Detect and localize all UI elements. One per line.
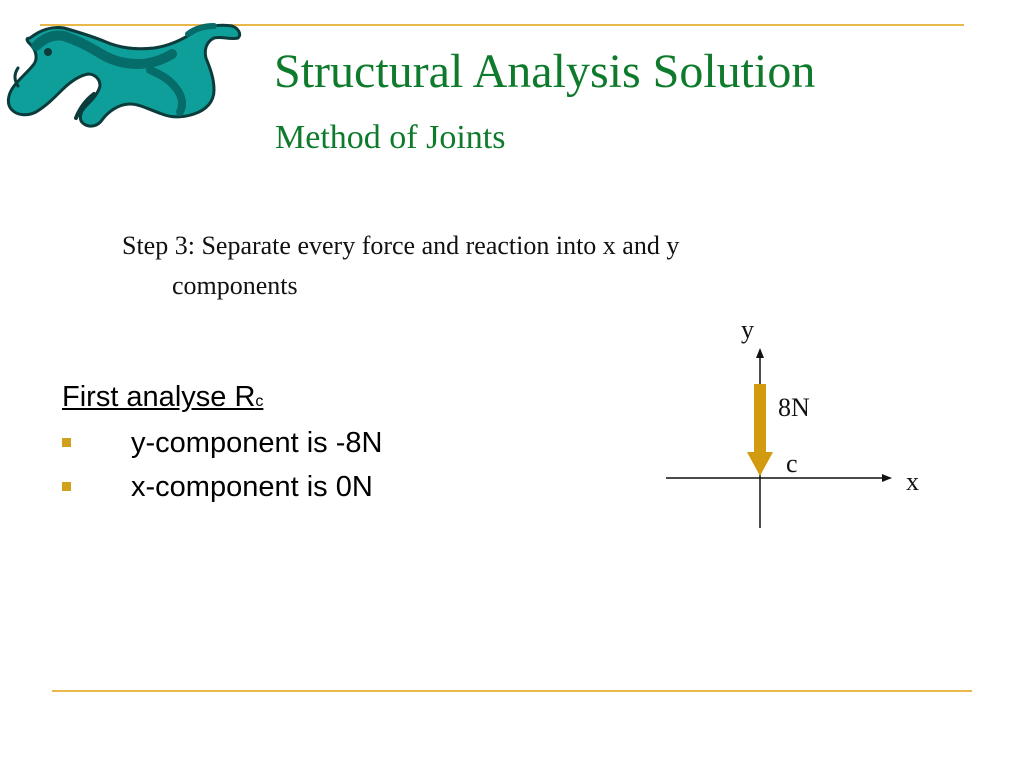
y-axis-arrowhead — [756, 348, 764, 358]
free-body-diagram — [640, 310, 940, 540]
bullet-item — [62, 421, 382, 465]
x-axis-arrowhead — [882, 474, 892, 482]
bullet-item — [62, 465, 382, 509]
bullet-text: y-component is -8N — [131, 427, 383, 459]
analysis-block — [62, 378, 382, 509]
square-bullet-icon — [62, 482, 71, 491]
step-instruction-line-1: Step 3: Separate every force and reaction into x and y — [122, 231, 680, 260]
step-instruction — [122, 226, 882, 306]
x-axis-label: x — [906, 467, 919, 496]
force-arrow-shaft — [754, 384, 766, 452]
analysis-heading — [62, 378, 382, 421]
mustang-horse-icon — [8, 25, 239, 126]
y-axis-label: y — [741, 315, 754, 344]
joint-label: c — [786, 449, 798, 478]
slide-subtitle: Method of Joints — [275, 119, 506, 156]
analysis-heading-subscript: c — [255, 393, 264, 410]
square-bullet-icon — [62, 438, 71, 447]
analysis-heading-main: First analyse R — [62, 381, 256, 413]
step-instruction-line-2: components — [172, 271, 298, 300]
bottom-accent-rule — [52, 690, 972, 692]
force-label: 8N — [778, 393, 810, 422]
bullet-text: x-component is 0N — [131, 471, 373, 503]
force-arrow-head — [747, 452, 773, 476]
slide-title: Structural Analysis Solution — [274, 45, 816, 98]
mustang-logo — [0, 8, 248, 132]
